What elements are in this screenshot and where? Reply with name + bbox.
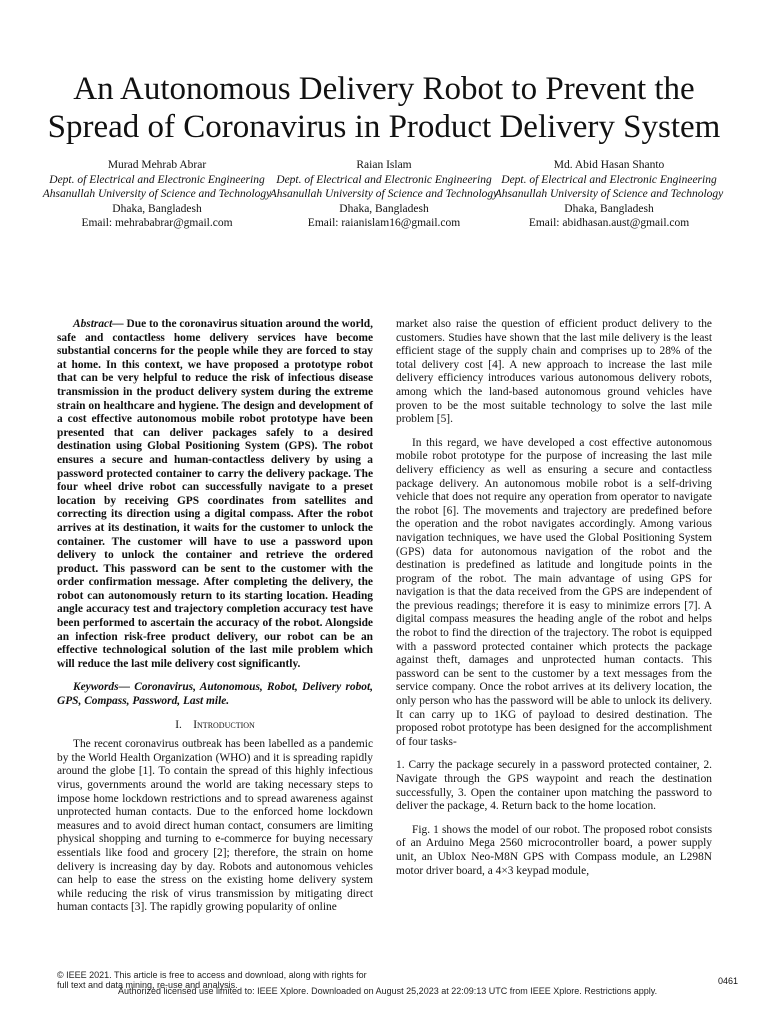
author-block (40, 158, 728, 258)
license-notice: Authorized licensed use limited to: IEEE Xplore. Downloaded on August 25,2023 at 22:09:13 UTC from IEEE Xplore. Restrictions apply. (118, 986, 658, 996)
left-column (57, 318, 373, 925)
author-university: Ahsanullah University of Science and Technology (494, 188, 724, 201)
keywords: Keywords— Coronavirus, Autonomous, Robot, Delivery robot, GPS, Compass, Password, Last mile. (57, 681, 373, 708)
right-column (396, 318, 712, 888)
body-paragraph-1: market also raise the question of efficient product delivery to the customers. Studies have shown that the last mile delivery is the least efficient stage of the supply chain and comprises up to 28% of the total delivery cost [4]. A new approach to increase the last mile delivery efficiency introduces various autonomous delivery robots, among which the land-based autonomous ground vehicles have proven to be the most suitable technology to solve the last mile problem [5]. (396, 318, 712, 426)
author-3 (494, 158, 724, 231)
author-email: Email: raianislam16@gmail.com (307, 217, 461, 230)
author-1 (42, 158, 272, 231)
title-line-2: Spread of Coronavirus in Product Delivery System (47, 109, 721, 145)
author-city: Dhaka, Bangladesh (564, 202, 654, 215)
body-paragraph-4: Fig. 1 shows the model of our robot. The proposed robot consists of an Arduino Mega 2560 microcontroller board, a power supply unit, an Ublox Neo-M8N GPS with Compass module, an L298N motor driver board, a 4×3 keypad module, (396, 823, 712, 877)
copyright-line-1: © IEEE 2021. This article is free to access and download, along with rights for (57, 970, 367, 980)
section-number: I. (175, 718, 182, 731)
author-2 (269, 158, 499, 231)
copyright-line-2: full text and data mining, re-use and analysis. (57, 980, 238, 990)
author-dept: Dept. of Electrical and Electronic Engineering (501, 173, 717, 186)
abstract-text: Due to the coronavirus situation around the world, safe and contactless home delivery services have become substantial concerns for the people while they are forced to stay at home. In this context, we have proposed a prototype robot that can be very helpful to reduce the risk of infectious disease transmission in the product delivery system during the extreme strain on healthcare and hygiene. The design and development of a cost effective autonomous mobile robot prototype have been presented that can deliver packages safely to a desired destination using Global Positioning System (GPS). The robot ensures a secure and human-contactless delivery by using a password protected container to carry the delivery package. The four wheel drive robot can successfully navigate to a preset location by receiving GPS coordinates from satellites and correcting its direction using a digital compass. After the robot arrives at its destination, it waits for the customer to unlock the container. The customer will have to use a password upon delivery to unlock the container and retrieve the ordered product. This password can be sent to the customer with the order confirmation message. After completing the delivery, the robot can autonomously return to its starting location. Heading angle accuracy test and trajectory completion accuracy test have been performed to ascertain the accuracy of the robot. Alongside an infection risk-free product delivery, our robot can be an effective technological solution of the last mile problem which will reduce the last mile delivery cost significantly. (57, 318, 373, 670)
body-paragraph-2: In this regard, we have developed a cost effective autonomous mobile robot prototype for the purpose of increasing the last mile delivery efficiency as well as ensuring a secure and contactless package delivery. An autonomous mobile robot is a self-driving vehicle that does not require any operation from operator to navigate the robot [6]. The movements and trajectory are predefined before the operation and the robot navigates accordingly. Among various navigation techniques, we have used the Global Positioning System (GPS) data for autonomous navigation of the robot and the destination is predefined as latitude and longitude points in the program of the robot. The main advantage of using GPS for navigation is that the data received from the GPS are independent of the previous readings; therefore it is easy to minimize errors [7]. A digital compass measures the heading angle of the robot and helps the robot to find the direction of the trajectory. The robot is equipped with a password protected container which protects the package against theft, damages and unprotected human contacts. This password can be sent to the customer by a text messages from the service company. Once the robot arrives at its delivery location, the only person who has the password will be able to unlock its delivery. It can carry up to 1KG of payload to desired destination. The proposed robot prototype has been designed for the accomplishment of four tasks- (396, 436, 712, 748)
author-name: Raian Islam (356, 159, 412, 171)
title-line-1: An Autonomous Delivery Robot to Prevent the (73, 71, 695, 107)
author-city: Dhaka, Bangladesh (339, 202, 429, 215)
section-title: Introduction (193, 718, 255, 731)
body-paragraph-3: 1. Carry the package securely in a password protected container, 2. Navigate through the GPS waypoint and reach the destination successfully, 3. Open the container upon matching the password to deliver the package, 4. Return back to the home location. (396, 759, 712, 813)
author-email: Email: mehrababrar@gmail.com (81, 217, 233, 230)
abstract-label: Abstract— (73, 318, 124, 330)
page-number: 0461 (718, 976, 739, 986)
paper-title (40, 70, 728, 146)
author-dept: Dept. of Electrical and Electronic Engineering (49, 173, 265, 186)
intro-paragraph-1: The recent coronavirus outbreak has been labelled as a pandemic by the World Health Organization (WHO) and it is spreading rapidly around the globe [1]. To contain the spread of this highly infectious virus, governments around the world are taking necessary steps to impose home lockdown restrictions and to spread awareness against unprotected human contacts. Due to the enforced home lockdown measures and to avoid direct human contact, consumers are limiting physical shopping and turning to e-commerce for buying necessary essentials like food and grocery [2]; therefore, the strain on home delivery is increasing day by day. Robots and autonomous vehicles can help to ease the stress on the existing home delivery system while reducing the risk of virus transmission by mitigating direct human contacts [3]. The rapidly growing popularity of online (57, 738, 373, 914)
section-heading (57, 719, 373, 733)
author-university: Ahsanullah University of Science and Technology (269, 188, 499, 201)
author-name: Murad Mehrab Abrar (107, 159, 207, 171)
author-university: Ahsanullah University of Science and Technology (42, 188, 272, 201)
author-city: Dhaka, Bangladesh (112, 202, 202, 215)
author-email: Email: abidhasan.aust@gmail.com (528, 217, 690, 230)
author-name: Md. Abid Hasan Shanto (553, 159, 665, 171)
author-dept: Dept. of Electrical and Electronic Engineering (276, 173, 492, 186)
abstract (57, 318, 373, 671)
